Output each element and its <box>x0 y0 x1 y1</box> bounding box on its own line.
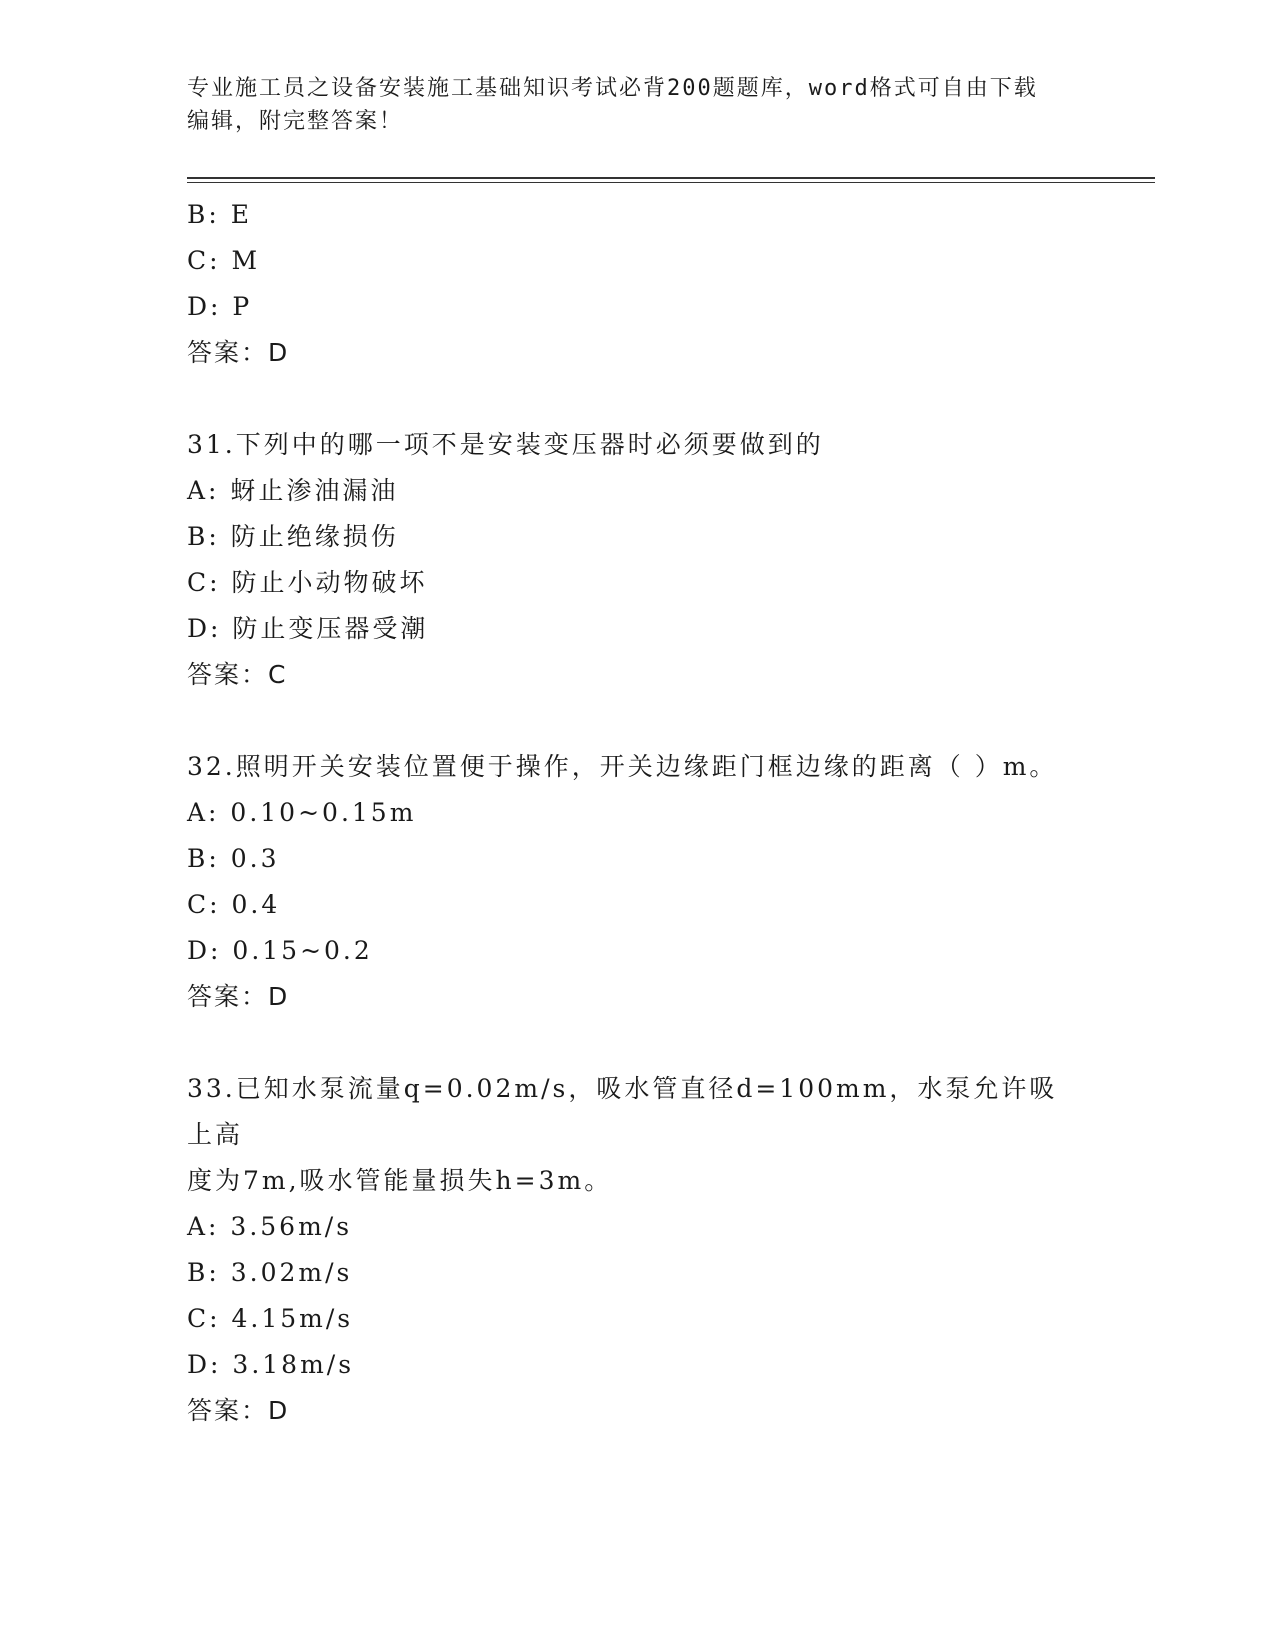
option-c: C: 防止小动物破坏 <box>187 568 428 597</box>
option-d: D: 3.18m/s <box>187 1350 355 1379</box>
header-divider-thick <box>187 177 1155 179</box>
option-b: B: 3.02m/s <box>187 1258 353 1287</box>
option-b: B: 防止绝缘损伤 <box>187 522 399 551</box>
spacer <box>187 698 1127 744</box>
question-text-line-1: 33.已知水泵流量q=0.02m/s，吸水管直径d=100mm，水泵允许吸上高 <box>187 1074 1058 1149</box>
document-header <box>187 72 1067 138</box>
spacer <box>187 376 1127 422</box>
question-text: 31.下列中的哪一项不是安装变压器时必须要做到的 <box>187 430 824 459</box>
option-d: D: P <box>187 292 253 321</box>
option-c: C: 4.15m/s <box>187 1304 354 1333</box>
header-line-1: 专业施工员之设备安装施工基础知识考试必背200题题库，word格式可自由下载 <box>187 76 1038 101</box>
option-c: C: 0.4 <box>187 890 281 919</box>
document-body <box>187 192 1127 1434</box>
question-text-line-2: 度为7m,吸水管能量损失h=3m。 <box>187 1166 613 1195</box>
question-31 <box>187 422 1127 698</box>
question-32 <box>187 744 1127 1020</box>
answer-line: 答案：D <box>187 1396 290 1425</box>
option-c: C: M <box>187 246 261 275</box>
option-d: D: 0.15~0.2 <box>187 936 373 965</box>
header-divider-thin <box>187 182 1155 183</box>
option-a: A: 3.56m/s <box>187 1212 353 1241</box>
option-a: A: 0.10~0.15m <box>187 798 417 827</box>
answer-line: 答案：D <box>187 338 290 367</box>
option-d: D: 防止变压器受潮 <box>187 614 429 643</box>
answer-line: 答案：D <box>187 982 290 1011</box>
question-text: 32.照明开关安装位置便于操作，开关边缘距门框边缘的距离（ ）m。 <box>187 752 1058 781</box>
previous-question-tail <box>187 192 1127 376</box>
answer-line: 答案：C <box>187 660 288 689</box>
option-a: A: 蚜止渗油漏油 <box>187 476 399 505</box>
option-b: B: E <box>187 200 252 229</box>
question-33 <box>187 1066 1127 1434</box>
spacer <box>187 1020 1127 1066</box>
option-b: B: 0.3 <box>187 844 280 873</box>
header-line-2: 编辑，附完整答案！ <box>187 109 404 134</box>
